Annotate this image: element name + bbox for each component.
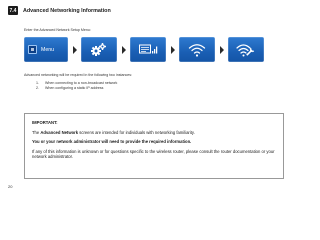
gears-icon bbox=[90, 42, 108, 58]
page-number: 20 bbox=[8, 184, 13, 189]
wifi-icon bbox=[188, 43, 206, 57]
menu-button[interactable] bbox=[24, 37, 68, 62]
menu-navigation-path bbox=[24, 37, 264, 62]
list-item-number: 2. bbox=[36, 86, 39, 90]
menu-icon bbox=[28, 45, 37, 54]
list-item-number: 1. bbox=[36, 81, 39, 85]
advanced-wifi-tile[interactable] bbox=[228, 37, 264, 62]
important-line-1-suffix: screens are intended for individuals with networking familiarity. bbox=[78, 129, 195, 135]
network-tile[interactable] bbox=[130, 37, 166, 62]
important-line-1 bbox=[32, 130, 276, 136]
instances-list bbox=[36, 81, 117, 91]
network-display-icon bbox=[138, 43, 158, 57]
list-item bbox=[36, 86, 117, 91]
chevron-right-icon bbox=[68, 37, 81, 62]
important-line-1-emphasis: Advanced Network bbox=[40, 129, 79, 135]
section-header bbox=[8, 6, 111, 15]
chevron-right-icon bbox=[117, 37, 130, 62]
important-line-3: If any of this information is unknown or for questions specific to the wireless router, please consult the router documentation or your network administrator. bbox=[32, 148, 275, 160]
list-item-text: When configuring a static IP address bbox=[45, 86, 104, 90]
note-text: Advanced networking will be required in the following two instances: bbox=[24, 73, 133, 77]
menu-button-label: Menu bbox=[41, 46, 54, 53]
important-title: IMPORTANT: bbox=[32, 120, 58, 125]
important-notice bbox=[24, 113, 284, 179]
important-line-2: You or your network administrator will need to provide the required information. bbox=[32, 139, 192, 145]
chevron-right-icon bbox=[166, 37, 179, 62]
settings-tile[interactable] bbox=[81, 37, 117, 62]
important-line-1-prefix: The bbox=[32, 129, 41, 135]
chapter-badge: 7.4 bbox=[9, 7, 17, 14]
list-item-text: When connecting to a non-broadcast network bbox=[45, 81, 118, 85]
chevron-right-icon bbox=[215, 37, 228, 62]
wifi-tile[interactable] bbox=[179, 37, 215, 62]
page-title: Advanced Networking Information bbox=[23, 7, 111, 14]
wifi-wrench-icon bbox=[236, 42, 256, 58]
intro-text: Enter the Advanced Network Setup Menu: bbox=[24, 28, 91, 32]
